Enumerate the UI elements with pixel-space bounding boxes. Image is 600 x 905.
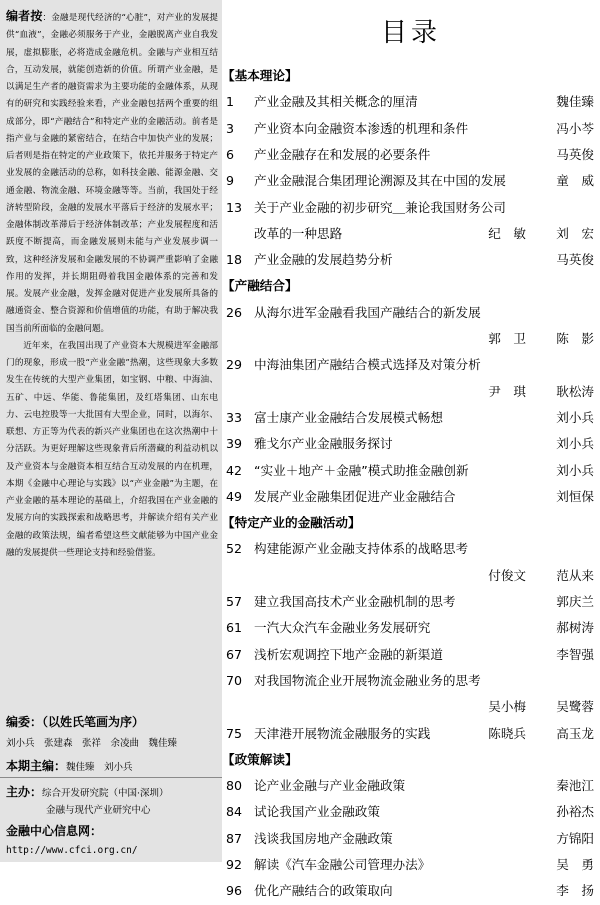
toc-entry-author: 陈晓兵 xyxy=(488,725,526,741)
toc-entry-author: 方锦阳 xyxy=(556,830,594,846)
toc-section-label: 【特定产业的金融活动】 xyxy=(222,515,361,531)
toc-entry[interactable] xyxy=(222,642,594,668)
toc-entry-author: 魏佳臻 xyxy=(556,94,594,110)
toc-section-label: 【基本理论】 xyxy=(222,68,298,83)
toc-section-header xyxy=(222,747,594,773)
toc-section-label: 【政策解读】 xyxy=(222,751,298,767)
toc-section-header xyxy=(222,63,594,89)
toc-entry-title: 浅析宏观调控下地产金融的新渠道 xyxy=(254,646,443,662)
toc-entry[interactable] xyxy=(222,352,594,405)
toc-entry[interactable] xyxy=(222,589,594,615)
toc-entry-title: 产业金融混合集团理论溯源及其在中国的发展 xyxy=(254,173,506,189)
toc-entry-author: 吴 勇 xyxy=(556,857,594,872)
toc-entry-title: 产业金融的发展趋势分析 xyxy=(254,252,393,268)
toc-entry[interactable] xyxy=(222,484,594,510)
toc-page-number: 67 xyxy=(226,646,243,662)
toc-entry-title: 雅戈尔产业金融服务探讨 xyxy=(254,436,393,452)
toc-page-number: 9 xyxy=(226,173,235,189)
toc-page-number: 49 xyxy=(226,488,243,504)
toc-entry-author: 冯小芩 xyxy=(556,120,594,136)
toc-entry-author: 郭 卫 xyxy=(488,330,526,346)
host-row xyxy=(6,781,218,801)
toc-entry-title: 从海尔进军金融看我国产融结合的新发展 xyxy=(254,304,481,320)
toc-entry-author: 李 扬 xyxy=(556,883,594,899)
toc-entry-author: 郭庆兰 xyxy=(556,594,594,609)
toc-entry[interactable] xyxy=(222,431,594,457)
toc-section-header xyxy=(222,273,594,299)
chief-editor-row xyxy=(6,754,218,775)
editor-note-paragraph-1 xyxy=(6,8,218,338)
toc-entry[interactable] xyxy=(222,247,594,273)
toc-entry-title: 试论我国产业金融政策 xyxy=(254,804,380,820)
editors-block xyxy=(6,712,218,775)
editor-note-label: 编者按 xyxy=(6,9,43,23)
toc-entry-author: 纪 敏 xyxy=(488,225,526,241)
toc-page-number: 18 xyxy=(226,252,243,268)
toc-entry[interactable] xyxy=(222,142,594,168)
toc-entry[interactable] xyxy=(222,116,594,142)
toc-entry-title: “实业＋地产＋金融”模式助推金融创新 xyxy=(254,462,469,478)
toc-page-number: 29 xyxy=(226,357,243,373)
toc-entry-title: 优化产融结合的政策取向 xyxy=(254,883,393,899)
toc-entry-title: 关于产业金融的初步研究＿兼论我国财务公司 xyxy=(254,199,506,215)
toc-page-number: 52 xyxy=(226,541,243,557)
toc-entry[interactable] xyxy=(222,458,594,484)
toc-section-header xyxy=(222,510,594,536)
toc-page-number: 80 xyxy=(226,778,243,794)
editor-note-paragraph-2: 近年来，在我国出现了产业资本大规模进军金融部门的现象，形成一股“产业金融”热潮，这些现象大多数发生在传统的大型产业集团，如宝钢、中粮、中海油、五矿、中远、华能、鲁能集团，及红塔集团、山东电力、云电控股等一大批国有大型企业，同时，以海尔、联想、方正等为代表的新兴产业集团也在这次热潮中十分活跃。为更好理解这些现象背后所潜藏的利益动机以及产业资本与金融资本相互结合互动发展的内在机理，本期《金融中心理论与实践》以“产业金融”为主题，在产业金融的基本理论的基础上，介绍我国在产业金融的发展方向的实践探索和战略思考，并解读介绍有关产业金融的政策法规，编者希望这些文献能够为中国产业金融的发展提供一些理论支持和经验借鉴。 xyxy=(6,340,218,558)
toc-entry-author: 郝树涛 xyxy=(556,620,594,636)
toc-entry-title: 建立我国高技术产业金融机制的思考 xyxy=(254,594,456,609)
toc-entry-author: 马英俊 xyxy=(556,252,594,268)
editor-sidebar xyxy=(0,0,222,862)
toc-entry-title: 一汽大众汽车金融业务发展研究 xyxy=(254,620,431,636)
toc-entry-author: 刘小兵 xyxy=(556,436,594,452)
toc-title: 目录 xyxy=(380,18,441,48)
toc-entry[interactable] xyxy=(222,300,594,353)
toc-page-number: 57 xyxy=(226,594,243,609)
toc-page-number: 84 xyxy=(226,804,243,820)
toc-page-number: 6 xyxy=(226,146,235,162)
toc-entry-author-2: 陈 影 xyxy=(556,330,594,346)
toc-page-number: 1 xyxy=(226,94,235,110)
toc-entry-author: 付俊文 xyxy=(488,567,526,583)
editor-note-text-1: ：金融是现代经济的“心脏”，对产业的发展提供“血液”，金融必须服务于产业，金融脱离产业自我发展，虚拟膨胀，必将造成金融危机。金融与产业相互结合，互动发展，就能创造新的价值。所谓产业金融，是以满足生产者的融资需求为主要功能的金融体系，从现有的研究和实践经验来看，产业金融包括两个重要的组成部分，即“产融结合”和特定产业的金融活动。前者是指产业与金融的紧密结合，在结合中加快产业的发展；后者则是指在特定的产业政策下，依托并服务于特定产业发展的金融活动的总称，如科技金融、能源金融、交通金融、物流金融、环境金融等等。当前，我国处于经济转型阶段，金融的发展水平落后于经济的发展水平；金融体制改革滞后于经济体制改革；产业发展程度和活跃度不断提高，而金融发展则未能与产业发展步调一致，这种经济发展和金融发展的不协调严重影响了金融作用的发挥，并长期阻碍着我国金融体系的完善和发展。发展产业金融，发挥金融对促进产业发展所具备的融通资金、整合资源和价值增值的功能，有助于解决我国当前所面临的金融问题。 xyxy=(6,13,218,334)
toc-entry[interactable] xyxy=(222,878,594,904)
toc-entry-author: 刘小兵 xyxy=(556,462,594,478)
toc-page-number: 70 xyxy=(226,672,243,688)
toc-entry-author: 李智强 xyxy=(556,646,594,662)
chief-editor-names: 魏佳臻 刘小兵 xyxy=(66,762,133,773)
toc-entry-title: 产业资本向金融资本渗透的机理和条件 xyxy=(254,120,469,136)
editors-names: 刘小兵 张建森 张祥 余凌曲 魏佳臻 xyxy=(6,738,178,749)
editor-note xyxy=(6,8,218,562)
toc-page-number: 92 xyxy=(226,857,243,872)
toc-entry-title: 对我国物流企业开展物流金融业务的思考 xyxy=(254,672,481,688)
toc-page-number: 42 xyxy=(226,462,243,478)
toc-entry[interactable] xyxy=(222,799,594,825)
editors-label: 编委：（以姓氏笔画为序） xyxy=(6,715,145,729)
toc-entry-title: 产业金融及其相关概念的厘清 xyxy=(254,94,418,110)
table-of-contents xyxy=(222,0,600,899)
toc-page-number: 13 xyxy=(226,199,243,215)
toc-entry-author: 刘恒保 xyxy=(556,488,594,504)
toc-entry[interactable] xyxy=(222,668,594,721)
toc-entry-title: 解读《汽车金融公司管理办法》 xyxy=(254,857,431,872)
toc-entry-title: 富士康产业金融结合发展模式畅想 xyxy=(254,409,443,425)
divider xyxy=(0,777,222,778)
toc-entry[interactable] xyxy=(222,615,594,641)
toc-entry-author-2: 刘 宏 xyxy=(556,225,594,241)
toc-entry-title: 天津港开展物流金融服务的实践 xyxy=(254,725,431,741)
toc-entry-title: 构建能源产业金融支持体系的战略思考 xyxy=(254,541,469,557)
site-label: 金融中心信息网： xyxy=(6,824,103,838)
toc-entry-author: 马英俊 xyxy=(556,146,594,162)
toc-entry[interactable] xyxy=(222,721,594,747)
chief-editor-label: 本期主编： xyxy=(6,759,67,773)
toc-entry[interactable] xyxy=(222,168,594,194)
toc-page-number: 61 xyxy=(226,620,243,636)
toc-entry-title: 浅谈我国房地产金融政策 xyxy=(254,830,393,846)
toc-entry-title: 产业金融存在和发展的必要条件 xyxy=(254,146,431,162)
host-label: 主办： xyxy=(6,785,43,799)
toc-entry[interactable] xyxy=(222,536,594,589)
toc-entry-author: 尹 琪 xyxy=(488,383,526,399)
toc-entry-author: 孙裕杰 xyxy=(556,804,594,820)
toc-entry[interactable] xyxy=(222,89,594,115)
toc-page-number: 3 xyxy=(226,120,235,136)
host-line-1: 综合开发研究院（中国·深圳） xyxy=(42,788,169,799)
toc-entry-author-2: 范从来 xyxy=(556,567,594,583)
toc-entry-author: 童 威 xyxy=(556,173,594,189)
toc-page-number: 39 xyxy=(226,436,243,452)
toc-entry-title: 发展产业金融集团促进产业金融结合 xyxy=(254,488,456,504)
toc-entry-title-line2: 改革的一种思路 xyxy=(254,225,343,241)
toc-entry-author-2: 吴鹭蓉 xyxy=(556,699,594,715)
toc-entry-author: 秦池江 xyxy=(556,778,594,794)
host-line-2: 金融与现代产业研究中心 xyxy=(46,805,151,816)
toc-page-number: 87 xyxy=(226,830,243,846)
toc-entry[interactable] xyxy=(222,773,594,799)
toc-entry[interactable] xyxy=(222,405,594,431)
toc-entry-title: 论产业金融与产业金融政策 xyxy=(254,778,406,794)
toc-page-number: 33 xyxy=(226,409,243,425)
toc-section-label: 【产融结合】 xyxy=(222,278,298,294)
toc-entry[interactable] xyxy=(222,195,594,248)
toc-page-number: 26 xyxy=(226,304,243,320)
toc-page-number: 75 xyxy=(226,725,243,741)
toc-page-number: 96 xyxy=(226,883,243,899)
toc-entry-author: 吴小梅 xyxy=(488,699,526,715)
toc-entry[interactable] xyxy=(222,826,594,852)
toc-entry-title: 中海油集团产融结合模式选择及对策分析 xyxy=(254,357,481,373)
host-block xyxy=(6,781,218,861)
site-url[interactable]: http://www.cfci.org.cn/ xyxy=(6,845,138,856)
toc-entry-author-2: 高玉龙 xyxy=(556,725,594,741)
toc-entry-author: 刘小兵 xyxy=(556,409,594,425)
toc-entry-author-2: 耿松涛 xyxy=(556,383,594,399)
toc-entry[interactable] xyxy=(222,852,594,878)
